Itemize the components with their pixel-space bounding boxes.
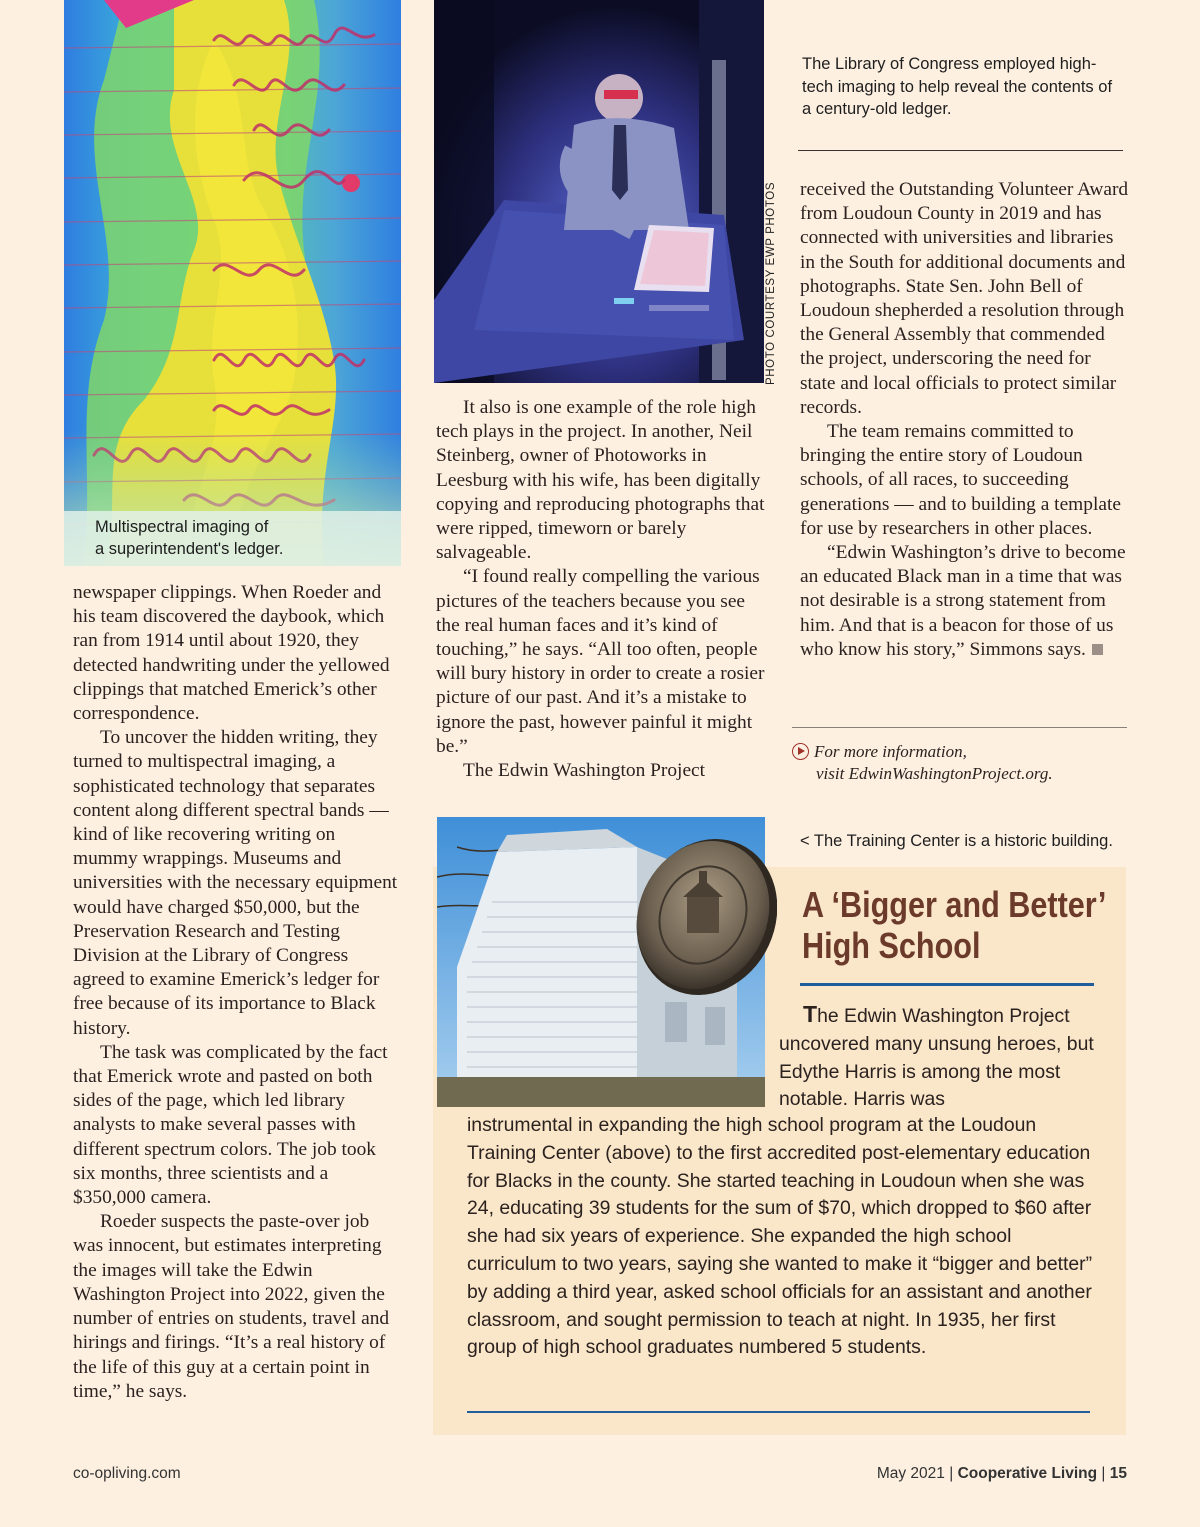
paragraph: To uncover the hidden writing, they turned to multispectral imaging, a sophisticated technology that separates content along different spectral bands — kind of like recovering writing on mummy wrappings. Museums and universities with the necessary equipment would have charged $50,000, but the Preservation Research and Testing Division at the Library of Congress agreed to examine Emerick’s ledger for free because of its importance to Black history. [73,727,398,1039]
paragraph: It also is one example of the role high tech plays in the project. In another, Neil Steinberg, owner of Photoworks in Leesburg with his wife, has been digitally copying and reproducing photographs that were ripped, timeworn or barely salvageable. [436,397,765,564]
multispectral-ledger-image [64,0,401,566]
footer-website: co-opliving.com [73,1465,181,1482]
loc-photo-caption: The Library of Congress employed high-tech imaging to help reveal the contents of a century-old ledger. [802,55,1113,118]
caption-line: a superintendent's ledger. [95,540,284,558]
sidebar-title-line: High School [802,925,981,966]
footer-separator: | [1101,1465,1106,1482]
building-photo-caption: < The Training Center is a historic building. [800,832,1113,850]
article-column-2 [436,396,766,783]
caption-line: Multispectral imaging of [95,518,269,536]
article-end-divider [792,727,1127,728]
library-of-congress-photo [434,0,764,383]
end-mark-icon [1092,644,1103,655]
more-info-label: For more information, [814,742,967,761]
article-column-1 [73,581,403,1404]
footer-issue [877,1465,1127,1483]
photo-credit-text: PHOTO COURTESY EWP PHOTOS [765,181,777,385]
footer-page-number: 15 [1109,1465,1127,1482]
footer-separator: | [949,1465,954,1482]
paragraph: The team remains committed to bringing the entire story of Loudoun schools, of all races, to succeeding generations — and to building a template for use by researchers in other places. [800,421,1121,539]
multispectral-image-caption [64,511,401,566]
paragraph: Roeder suspects the paste-over job was innocent, but estimates interpreting the images will take the Edwin Washington Project into 2022, given the number of entries on students, travel and hirings and firings. “It’s a real history of the life of this guy at a certain point in time,” he says. [73,1211,390,1402]
paragraph: The Edwin Washington Project [463,760,706,782]
sidebar-title [802,884,1108,966]
paragraph: received the Outstanding Volunteer Award from Loudoun County in 2019 and has connected with universities and libraries in the South for additional documents and photographs. State Sen. John Bell of Loudoun shepherded a resolution through the General Assembly that commended the project, underscoring the need for state and local officials to protect similar records. [800,179,1129,418]
paragraph: “I found really compelling the various pictures of the teachers because you see the real human faces and it’s kind of touching,” he says. “All too often, people will bury history in order to create a rosier picture of our past. And it’s a mistake to ignore the past, however painful it might be.” [436,566,765,757]
paragraph-text: “Edwin Washington’s drive to become an educated Black man in a time that was not desirable is a strong statement from him. And that is a beacon for those of us who know his story,” Simmons says. [800,542,1126,660]
photo-credit [765,181,781,385]
sidebar-title-rule [800,983,1094,986]
paragraph: The task was complicated by the fact that Emerick wrote and pasted on both sides of the page, which led library analysts to make several passes with different spectrum colors. The job took six months, three scientists and a $350,000 camera. [73,1041,388,1209]
play-arrow-icon [792,743,809,760]
more-info-link[interactable]: visit EdwinWashingtonProject.org. [816,764,1053,783]
paragraph [800,541,1130,662]
caption-divider [798,150,1123,151]
training-center-photo [437,817,765,1107]
article-column-3 [800,178,1130,662]
paragraph: newspaper clippings. When Roeder and his team discovered the daybook, which ran from 1914 until about 1920, they detected handwriting under the yellowed clippings that matched Emerick’s other correspondence. [73,582,390,725]
sidebar-bottom-rule [467,1411,1090,1413]
sidebar-lead-body: he Edwin Washington Project uncovered many unsung heroes, but Edythe Harris is among the most notable. Harris was [779,1005,1094,1111]
more-info-note [792,740,1122,785]
sidebar-title-line: A ‘Bigger and Better’ [802,884,1107,925]
sidebar-body-text: instrumental in expanding the high school program at the Loudoun Training Center (above) to the first accredited post-elementary education for Blacks in the county. She started teaching in Loudoun when she was 24, educating 39 students for the sum of $70, which dropped to $60 after she had six years of experience. She expanded the high school curriculum to two years, saying she wanted to make it “bigger and better” by adding a third year, asked school officials for an assistant and another classroom, and sought permission to teach at night. In 1935, her first group of high school graduates numbered 5 students. [467,1114,1093,1359]
footer-date: May 2021 [876,1465,945,1482]
drop-cap: T [803,1001,818,1027]
sidebar-lead-text [779,1001,1099,1114]
footer-magazine: Cooperative Living [957,1465,1098,1482]
